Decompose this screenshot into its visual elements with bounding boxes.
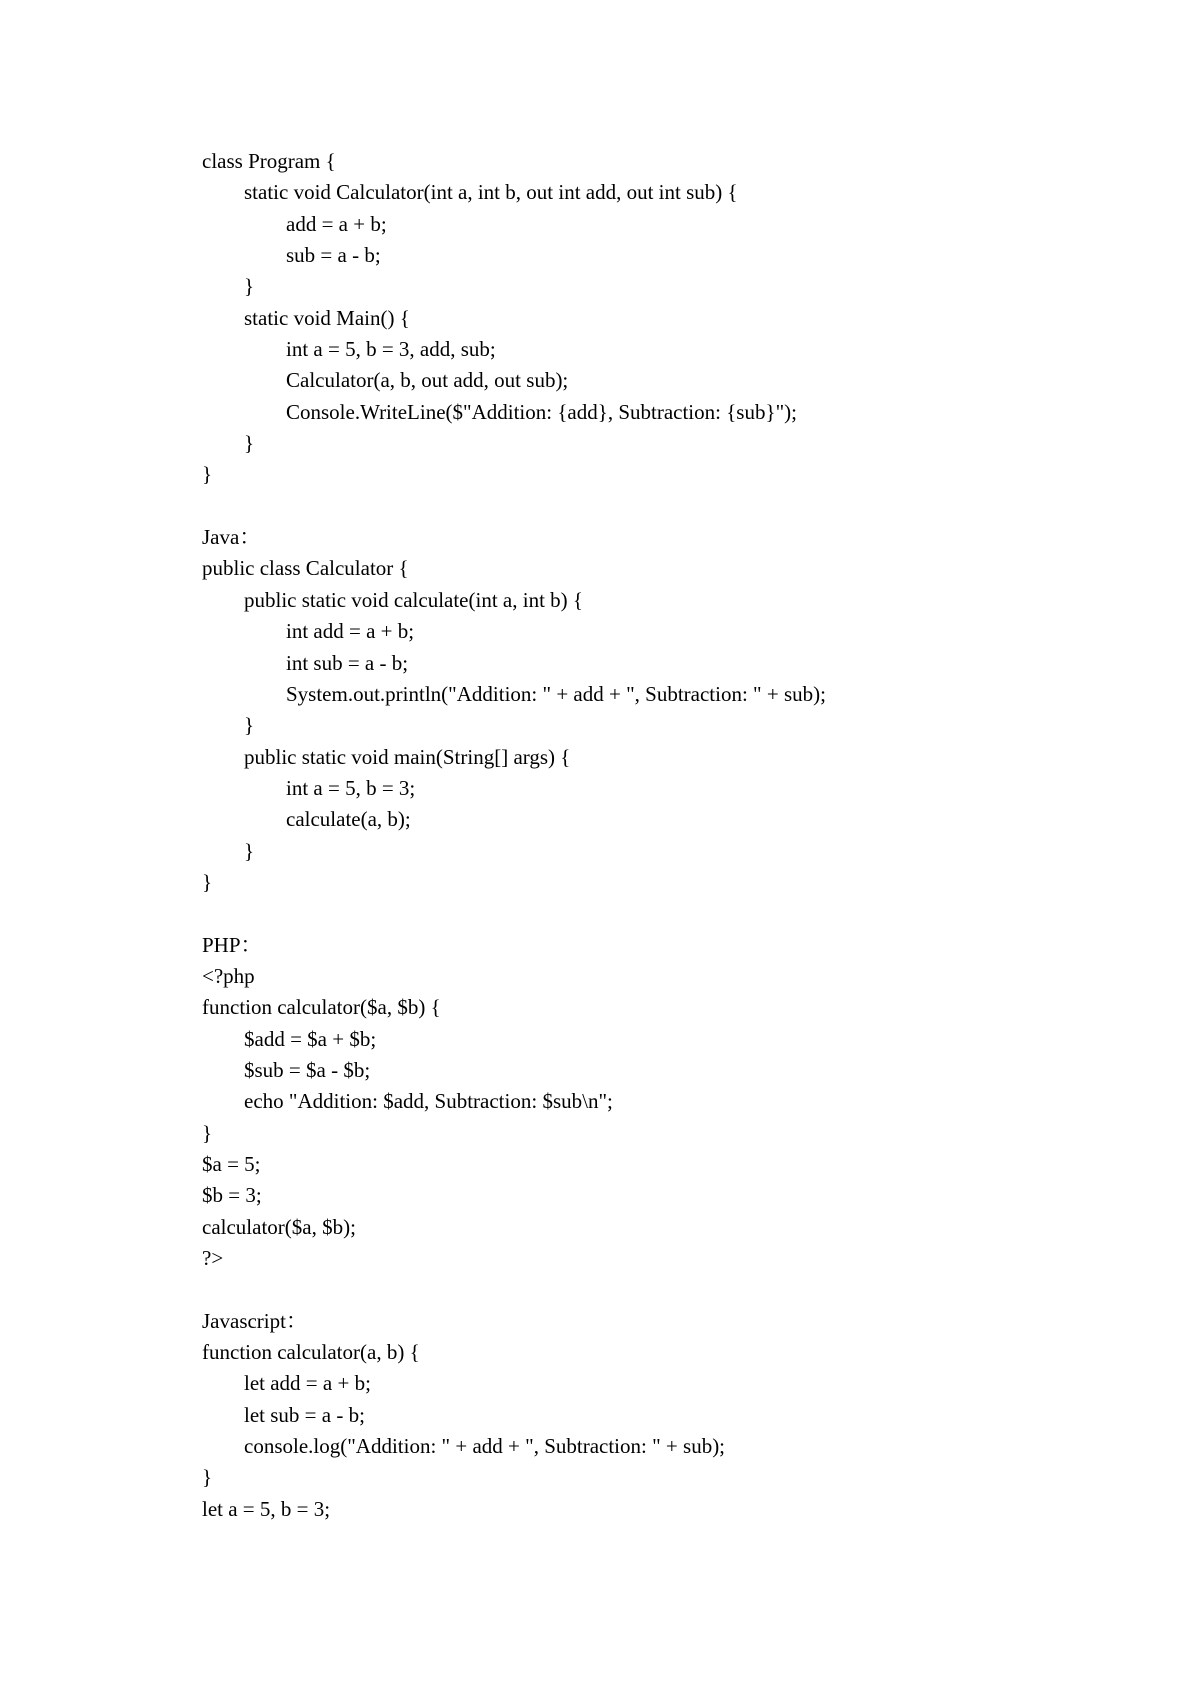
code-line: let sub = a - b;	[244, 1402, 365, 1427]
blank-line	[202, 1274, 1102, 1305]
blank-line	[202, 898, 1102, 929]
code-line: int sub = a - b;	[286, 650, 409, 675]
code-line: }	[202, 869, 213, 894]
code-line: Javascript：	[202, 1308, 307, 1333]
code-line: }	[244, 274, 255, 299]
code-line: <?php	[202, 963, 255, 988]
code-line: function calculator($a, $b) {	[202, 995, 441, 1020]
code-line: }	[244, 431, 255, 456]
code-line: $b = 3;	[202, 1183, 262, 1208]
code-line: Java：	[202, 525, 261, 550]
code-line: $sub = $a - $b;	[244, 1057, 371, 1082]
code-line: }	[202, 462, 213, 487]
code-line: public class Calculator {	[202, 556, 409, 581]
code-line: static void Main() {	[244, 305, 410, 330]
code-line: public static void main(String[] args) {	[244, 744, 571, 769]
code-line: PHP：	[202, 932, 262, 957]
code-line: class Program {	[202, 149, 336, 173]
code-line: ?>	[202, 1246, 224, 1271]
code-line: calculator($a, $b);	[202, 1214, 356, 1239]
code-line: $a = 5;	[202, 1152, 261, 1176]
code-line: int a = 5, b = 3, add, sub;	[286, 337, 496, 362]
code-line: Console.WriteLine($"Addition: {add}, Subtraction: {sub}");	[286, 399, 797, 424]
code-line: console.log("Addition: " + add + ", Subtraction: " + sub);	[244, 1434, 726, 1459]
code-line: let add = a + b;	[244, 1371, 371, 1396]
code-line: function calculator(a, b) {	[202, 1340, 420, 1365]
code-line: add = a + b;	[286, 211, 387, 236]
code-line: $add = $a + $b;	[244, 1026, 377, 1051]
code-line: System.out.println("Addition: " + add + ", Subtraction: " + sub);	[286, 681, 826, 706]
code-line: int a = 5, b = 3;	[286, 775, 416, 800]
code-line: echo "Addition: $add, Subtraction: $sub\n";	[244, 1089, 613, 1114]
code-listing	[202, 146, 1102, 1525]
code-line: }	[202, 1120, 213, 1145]
code-line: Calculator(a, b, out add, out sub);	[286, 368, 569, 393]
code-line: public static void calculate(int a, int b) {	[244, 587, 583, 612]
code-line: calculate(a, b);	[286, 807, 411, 832]
code-line: }	[202, 1465, 213, 1490]
blank-line	[202, 491, 1102, 522]
code-line: let a = 5, b = 3;	[202, 1496, 331, 1521]
code-line: }	[244, 838, 255, 863]
code-line: static void Calculator(int a, int b, out int add, out int sub) {	[244, 180, 738, 205]
code-line: sub = a - b;	[286, 243, 381, 268]
code-line: int add = a + b;	[286, 619, 415, 644]
code-line: }	[244, 713, 255, 738]
